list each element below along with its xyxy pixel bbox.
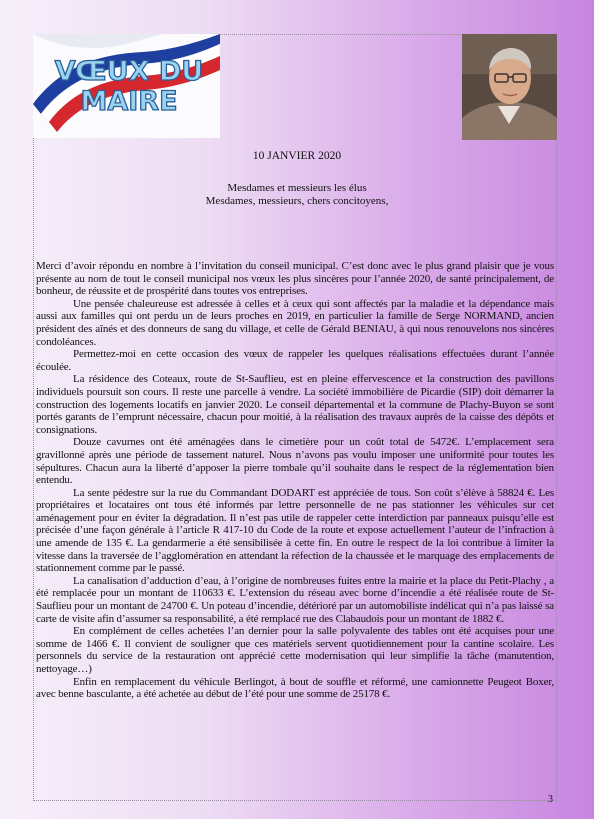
banner-logo <box>33 34 220 138</box>
salutation-line: Mesdames et messieurs les élus <box>227 182 367 194</box>
paragraph: Permettez-moi en cette occasion des vœux de rappeler les quelques réalisations effectuées durant l’année écoulée. <box>36 348 554 373</box>
page-number: 3 <box>548 794 553 805</box>
tricolor-ribbon-icon <box>33 34 220 138</box>
mayor-photo <box>462 34 557 140</box>
letter-date: 10 JANVIER 2020 <box>252 150 342 162</box>
banner-title-line1: VŒUX DU <box>54 56 204 87</box>
salutation-line: Mesdames, messieurs, chers concitoyens, <box>205 195 389 207</box>
paragraph: Enfin en remplacement du véhicule Berlingot, à bout de souffle et réformé, une camionnette Peugeot Boxer, avec benne basculante, a été achetée au début de l’été pour une somme de 25178 €. <box>36 675 554 701</box>
mayor-portrait-icon <box>462 34 557 140</box>
paragraph: En complément de celles achetées l’an dernier pour la salle polyvalente des tables ont été acquises pour une somme de 1466 €. Il convient de souligner que ces matériels servent quotidiennement pour la cantine scolaire. Les personnels du service de la restauration ont apprécié cette modernisation qui leur simplifie la tâche (manutention, nettoyage…) <box>36 625 554 675</box>
paragraph: Une pensée chaleureuse est adressée à celles et à ceux qui sont affectés par la maladie et la dépendance mais aussi aux familles qui ont perdu un de leurs proches en 2019, en particulier la famille de Serge NORMAND, ancien président des aînés et des donneurs de sang du village, et celle de Gérald BENIAU, à qui nous renouvelons nos sincères condoléances. <box>36 297 554 348</box>
letter-body <box>36 260 554 701</box>
paragraph: Merci d’avoir répondu en nombre à l’invitation du conseil municipal. C’est donc avec le plus grand plaisir que je vous présente au nom de tout le conseil municipal nos vœux les plus sincères pour l’année 2020, de santé principalement, de bonheur, de réussite et de prospérité dans toutes vos entreprises. <box>36 260 554 298</box>
banner-title-line2: MAIRE <box>80 86 178 117</box>
salutation <box>0 182 594 208</box>
paragraph: La canalisation d’adduction d’eau, à l’origine de nombreuses fuites entre la mairie et la place du Petit-Plachy , a été remplacée pour un montant de 110633 €. L’extension du réseau avec borne d’incendie a été réalisée route de St-Sauflieu pour un montant de 24700 €. Un poteau d’incendie, détérioré par un automobiliste indélicat qui n’a pas laissé sa carte de visite afin d’assumer sa responsabilité, a été remplacé rue des Clabaudois pour un montant de 1882 €. <box>36 574 554 625</box>
paragraph: La sente pédestre sur la rue du Commandant DODART est appréciée de tous. Son coût s’élève à 58824 €. Les propriétaires et locataires ont tous été informés par lettre personnelle de ne pas stationner les véhicules sur cet aménagement pour en éviter la dégradation. Il n’est pas utile de rappeler cette interdiction par panneaux puisqu’elle est précisée d’une façon générale à l’article R 417-10 du Code de la route et expose actuellement l’auteur de l’infraction à une amende de 135 €. La gendarmerie a été sensibilisée à cette fin. En outre le respect de la loi contribue à limiter la vitesse dans la traversée de l’agglomération en attendant la réfection de la chaussée et le marquage des emplacements de stationnement comme par le passé. <box>36 486 554 575</box>
paragraph: Douze cavurnes ont été aménagées dans le cimetière pour un coût total de 5472€. L’emplacement sera gravillonné après une période de tassement naturel. Nous n’avons pas voulu imposer une uniformité pour toutes les sépultures. Chacun aura la liberté d’apposer la pierre tombale qu’il souhaite dans le respect de la réglementation bien entendu. <box>36 436 554 487</box>
paragraph: La résidence des Coteaux, route de St-Sauflieu, est en pleine effervescence et la construction des pavillons individuels poursuit son cours. Il reste une parcelle à vendre. La société immobilière de Picardie (SIP) doit démarrer la construction des logements locatifs en janvier 2020. Le conseil départemental et la commune de Plachy-Buyon se sont portés garants de l’emprunt nécessaire, chacun pour moitié, à la réalisation des travaux auprès de la caisse des dépôts et consignations. <box>36 373 554 436</box>
